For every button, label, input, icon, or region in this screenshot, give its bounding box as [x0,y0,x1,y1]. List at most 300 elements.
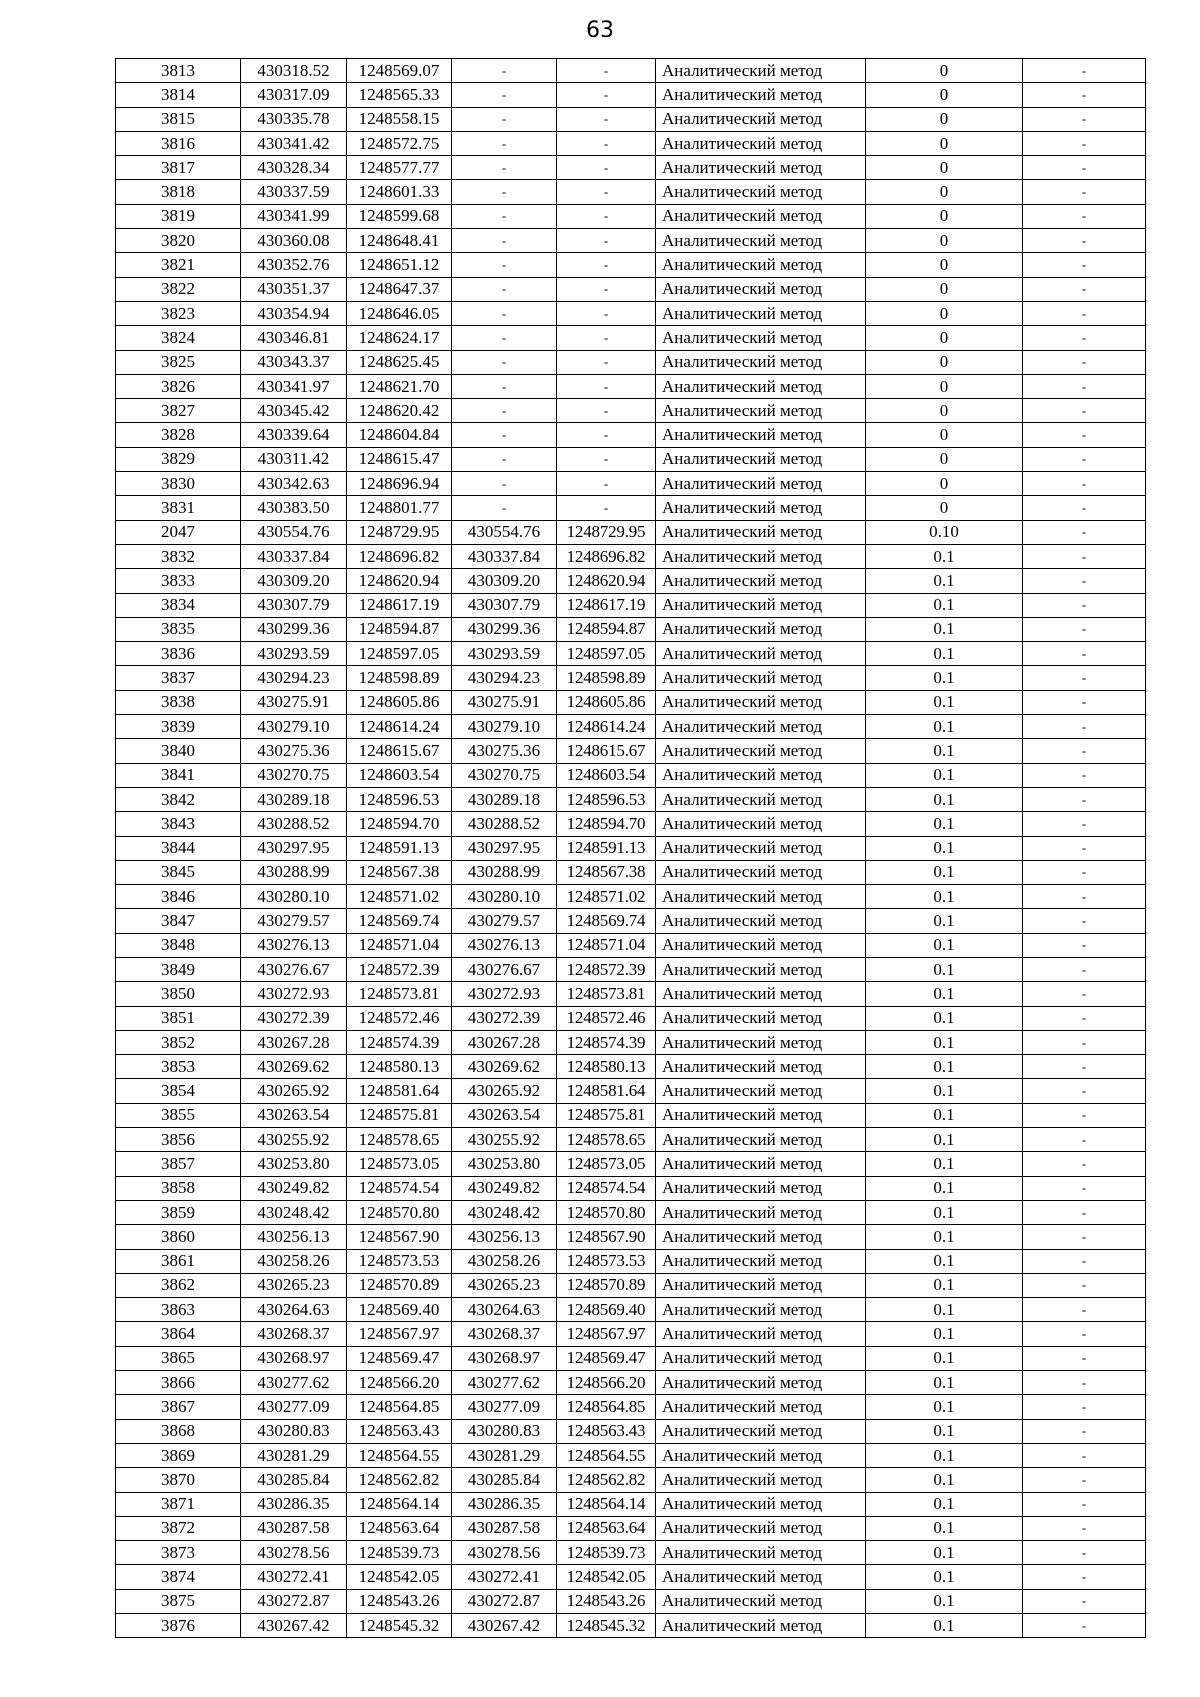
x-coordinate-cell: 430341.99 [241,204,347,228]
x-coordinate-cell: 430272.39 [241,1006,347,1030]
x-coordinate-2-cell: 430288.52 [452,812,557,836]
note-cell: - [1023,1346,1146,1370]
point-number-cell: 3833 [116,569,241,593]
table-row [116,1030,1146,1054]
accuracy-cell: 0.1 [866,1346,1023,1370]
x-coordinate-2-cell: 430287.58 [452,1516,557,1540]
y-coordinate-cell: 1248571.02 [347,885,452,909]
method-cell: Аналитический метод [656,107,866,131]
method-cell: Аналитический метод [656,156,866,180]
x-coordinate-cell: 430297.95 [241,836,347,860]
y-coordinate-2-cell: - [557,131,656,155]
accuracy-cell: 0 [866,350,1023,374]
y-coordinate-2-cell: - [557,204,656,228]
x-coordinate-2-cell: - [452,107,557,131]
table-row [116,763,1146,787]
accuracy-cell: 0.1 [866,1468,1023,1492]
method-cell: Аналитический метод [656,1565,866,1589]
y-coordinate-2-cell: 1248571.04 [557,933,656,957]
y-coordinate-cell: 1248572.39 [347,957,452,981]
point-number-cell: 3824 [116,326,241,350]
y-coordinate-cell: 1248572.46 [347,1006,452,1030]
accuracy-cell: 0.1 [866,690,1023,714]
x-coordinate-2-cell: 430285.84 [452,1468,557,1492]
x-coordinate-cell: 430288.99 [241,860,347,884]
note-cell: - [1023,957,1146,981]
x-coordinate-cell: 430383.50 [241,496,347,520]
table-row [116,131,1146,155]
x-coordinate-cell: 430279.10 [241,715,347,739]
accuracy-cell: 0 [866,229,1023,253]
x-coordinate-cell: 430278.56 [241,1541,347,1565]
y-coordinate-cell: 1248542.05 [347,1565,452,1589]
y-coordinate-2-cell: - [557,472,656,496]
y-coordinate-cell: 1248543.26 [347,1589,452,1613]
y-coordinate-2-cell: - [557,301,656,325]
accuracy-cell: 0.1 [866,1322,1023,1346]
accuracy-cell: 0.1 [866,715,1023,739]
x-coordinate-cell: 430286.35 [241,1492,347,1516]
accuracy-cell: 0.1 [866,1273,1023,1297]
note-cell: - [1023,520,1146,544]
y-coordinate-cell: 1248562.82 [347,1468,452,1492]
y-coordinate-cell: 1248625.45 [347,350,452,374]
method-cell: Аналитический метод [656,1614,866,1638]
x-coordinate-cell: 430253.80 [241,1152,347,1176]
table-row [116,326,1146,350]
method-cell: Аналитический метод [656,447,866,471]
table-row [116,933,1146,957]
note-cell: - [1023,1419,1146,1443]
x-coordinate-2-cell: 430265.92 [452,1079,557,1103]
x-coordinate-2-cell: - [452,423,557,447]
x-coordinate-cell: 430268.37 [241,1322,347,1346]
method-cell: Аналитический метод [656,812,866,836]
note-cell: - [1023,1395,1146,1419]
method-cell: Аналитический метод [656,1200,866,1224]
point-number-cell: 2047 [116,520,241,544]
note-cell: - [1023,253,1146,277]
x-coordinate-2-cell: 430249.82 [452,1176,557,1200]
table-row [116,1006,1146,1030]
y-coordinate-cell: 1248570.80 [347,1200,452,1224]
accuracy-cell: 0.1 [866,1249,1023,1273]
y-coordinate-2-cell: - [557,350,656,374]
y-coordinate-cell: 1248569.74 [347,909,452,933]
point-number-cell: 3832 [116,544,241,568]
point-number-cell: 3821 [116,253,241,277]
y-coordinate-cell: 1248564.55 [347,1443,452,1467]
note-cell: - [1023,1322,1146,1346]
y-coordinate-2-cell: 1248570.80 [557,1200,656,1224]
y-coordinate-cell: 1248624.17 [347,326,452,350]
accuracy-cell: 0 [866,253,1023,277]
y-coordinate-2-cell: 1248566.20 [557,1371,656,1395]
point-number-cell: 3847 [116,909,241,933]
table-row [116,447,1146,471]
note-cell: - [1023,933,1146,957]
point-number-cell: 3870 [116,1468,241,1492]
x-coordinate-cell: 430256.13 [241,1225,347,1249]
x-coordinate-2-cell: - [452,277,557,301]
x-coordinate-2-cell: 430280.83 [452,1419,557,1443]
note-cell: - [1023,1468,1146,1492]
y-coordinate-cell: 1248696.94 [347,472,452,496]
note-cell: - [1023,1030,1146,1054]
accuracy-cell: 0.1 [866,1516,1023,1540]
accuracy-cell: 0.1 [866,1176,1023,1200]
x-coordinate-2-cell: - [452,301,557,325]
y-coordinate-cell: 1248617.19 [347,593,452,617]
y-coordinate-2-cell: 1248572.39 [557,957,656,981]
x-coordinate-cell: 430289.18 [241,787,347,811]
x-coordinate-cell: 430360.08 [241,229,347,253]
y-coordinate-2-cell: - [557,423,656,447]
method-cell: Аналитический метод [656,715,866,739]
method-cell: Аналитический метод [656,1225,866,1249]
y-coordinate-cell: 1248591.13 [347,836,452,860]
method-cell: Аналитический метод [656,1419,866,1443]
point-number-cell: 3854 [116,1079,241,1103]
accuracy-cell: 0.1 [866,1371,1023,1395]
x-coordinate-cell: 430268.97 [241,1346,347,1370]
table-row [116,1541,1146,1565]
note-cell: - [1023,690,1146,714]
y-coordinate-2-cell: 1248564.85 [557,1395,656,1419]
table-row [116,1371,1146,1395]
table-row [116,350,1146,374]
method-cell: Аналитический метод [656,666,866,690]
note-cell: - [1023,1371,1146,1395]
note-cell: - [1023,787,1146,811]
x-coordinate-2-cell: 430255.92 [452,1128,557,1152]
x-coordinate-cell: 430354.94 [241,301,347,325]
y-coordinate-cell: 1248605.86 [347,690,452,714]
table-row [116,1614,1146,1638]
x-coordinate-2-cell: 430337.84 [452,544,557,568]
table-row [116,1492,1146,1516]
x-coordinate-2-cell: 430264.63 [452,1298,557,1322]
x-coordinate-cell: 430272.41 [241,1565,347,1589]
x-coordinate-2-cell: 430286.35 [452,1492,557,1516]
y-coordinate-2-cell: 1248569.74 [557,909,656,933]
table-row [116,787,1146,811]
method-cell: Аналитический метод [656,569,866,593]
x-coordinate-cell: 430248.42 [241,1200,347,1224]
point-number-cell: 3843 [116,812,241,836]
method-cell: Аналитический метод [656,1128,866,1152]
method-cell: Аналитический метод [656,1006,866,1030]
point-number-cell: 3840 [116,739,241,763]
x-coordinate-cell: 430277.09 [241,1395,347,1419]
point-number-cell: 3861 [116,1249,241,1273]
point-number-cell: 3862 [116,1273,241,1297]
page-number: 63 [586,18,614,43]
method-cell: Аналитический метод [656,59,866,83]
x-coordinate-cell: 430272.87 [241,1589,347,1613]
note-cell: - [1023,909,1146,933]
x-coordinate-cell: 430272.93 [241,982,347,1006]
x-coordinate-2-cell: - [452,253,557,277]
x-coordinate-cell: 430276.13 [241,933,347,957]
x-coordinate-cell: 430346.81 [241,326,347,350]
y-coordinate-2-cell: 1248569.40 [557,1298,656,1322]
table-row [116,472,1146,496]
point-number-cell: 3856 [116,1128,241,1152]
table-row [116,1395,1146,1419]
y-coordinate-cell: 1248615.67 [347,739,452,763]
accuracy-cell: 0.1 [866,1541,1023,1565]
method-cell: Аналитический метод [656,1492,866,1516]
x-coordinate-2-cell: - [452,131,557,155]
y-coordinate-2-cell: 1248567.90 [557,1225,656,1249]
x-coordinate-2-cell: 430279.57 [452,909,557,933]
point-number-cell: 3849 [116,957,241,981]
note-cell: - [1023,374,1146,398]
accuracy-cell: 0 [866,326,1023,350]
note-cell: - [1023,544,1146,568]
method-cell: Аналитический метод [656,1103,866,1127]
point-number-cell: 3836 [116,642,241,666]
note-cell: - [1023,642,1146,666]
y-coordinate-2-cell: 1248571.02 [557,885,656,909]
note-cell: - [1023,156,1146,180]
x-coordinate-2-cell: - [452,350,557,374]
method-cell: Аналитический метод [656,1395,866,1419]
y-coordinate-2-cell: 1248563.43 [557,1419,656,1443]
note-cell: - [1023,350,1146,374]
x-coordinate-2-cell: 430277.62 [452,1371,557,1395]
accuracy-cell: 0 [866,277,1023,301]
note-cell: - [1023,569,1146,593]
y-coordinate-2-cell: - [557,107,656,131]
x-coordinate-2-cell: 430276.13 [452,933,557,957]
accuracy-cell: 0.1 [866,1614,1023,1638]
method-cell: Аналитический метод [656,1541,866,1565]
x-coordinate-2-cell: 430275.91 [452,690,557,714]
y-coordinate-cell: 1248597.05 [347,642,452,666]
point-number-cell: 3865 [116,1346,241,1370]
y-coordinate-cell: 1248572.75 [347,131,452,155]
method-cell: Аналитический метод [656,544,866,568]
y-coordinate-cell: 1248564.14 [347,1492,452,1516]
y-coordinate-2-cell: 1248539.73 [557,1541,656,1565]
method-cell: Аналитический метод [656,593,866,617]
x-coordinate-2-cell: 430267.28 [452,1030,557,1054]
note-cell: - [1023,1128,1146,1152]
y-coordinate-cell: 1248729.95 [347,520,452,544]
method-cell: Аналитический метод [656,933,866,957]
x-coordinate-2-cell: 430288.99 [452,860,557,884]
x-coordinate-2-cell: 430307.79 [452,593,557,617]
note-cell: - [1023,1614,1146,1638]
y-coordinate-2-cell: 1248573.05 [557,1152,656,1176]
note-cell: - [1023,812,1146,836]
method-cell: Аналитический метод [656,180,866,204]
coordinates-table [115,58,1146,1638]
note-cell: - [1023,326,1146,350]
point-number-cell: 3850 [116,982,241,1006]
accuracy-cell: 0.1 [866,860,1023,884]
table-row [116,107,1146,131]
point-number-cell: 3857 [116,1152,241,1176]
note-cell: - [1023,1298,1146,1322]
accuracy-cell: 0 [866,204,1023,228]
note-cell: - [1023,472,1146,496]
note-cell: - [1023,423,1146,447]
x-coordinate-2-cell: - [452,472,557,496]
note-cell: - [1023,107,1146,131]
table-row [116,617,1146,641]
table-row [116,1249,1146,1273]
y-coordinate-2-cell: 1248570.89 [557,1273,656,1297]
y-coordinate-cell: 1248566.20 [347,1371,452,1395]
note-cell: - [1023,1103,1146,1127]
x-coordinate-cell: 430337.59 [241,180,347,204]
accuracy-cell: 0.1 [866,642,1023,666]
x-coordinate-2-cell: 430263.54 [452,1103,557,1127]
x-coordinate-cell: 430341.42 [241,131,347,155]
y-coordinate-2-cell: 1248564.14 [557,1492,656,1516]
point-number-cell: 3874 [116,1565,241,1589]
table-row [116,156,1146,180]
point-number-cell: 3876 [116,1614,241,1638]
accuracy-cell: 0 [866,107,1023,131]
x-coordinate-2-cell: 430272.93 [452,982,557,1006]
accuracy-cell: 0.1 [866,1565,1023,1589]
table-row [116,1055,1146,1079]
method-cell: Аналитический метод [656,836,866,860]
point-number-cell: 3868 [116,1419,241,1443]
y-coordinate-2-cell: 1248572.46 [557,1006,656,1030]
method-cell: Аналитический метод [656,1273,866,1297]
point-number-cell: 3818 [116,180,241,204]
accuracy-cell: 0.1 [866,1395,1023,1419]
x-coordinate-2-cell: 430276.67 [452,957,557,981]
y-coordinate-2-cell: 1248564.55 [557,1443,656,1467]
table-row [116,1200,1146,1224]
x-coordinate-2-cell: 430272.39 [452,1006,557,1030]
note-cell: - [1023,496,1146,520]
x-coordinate-cell: 430317.09 [241,83,347,107]
point-number-cell: 3837 [116,666,241,690]
table-row [116,374,1146,398]
y-coordinate-cell: 1248603.54 [347,763,452,787]
x-coordinate-2-cell: - [452,180,557,204]
y-coordinate-cell: 1248545.32 [347,1614,452,1638]
x-coordinate-cell: 430265.92 [241,1079,347,1103]
x-coordinate-cell: 430270.75 [241,763,347,787]
method-cell: Аналитический метод [656,1055,866,1079]
x-coordinate-cell: 430288.52 [241,812,347,836]
point-number-cell: 3848 [116,933,241,957]
y-coordinate-cell: 1248574.54 [347,1176,452,1200]
table-row [116,860,1146,884]
y-coordinate-2-cell: 1248567.97 [557,1322,656,1346]
accuracy-cell: 0 [866,131,1023,155]
table-row [116,253,1146,277]
point-number-cell: 3828 [116,423,241,447]
x-coordinate-2-cell: 430272.41 [452,1565,557,1589]
accuracy-cell: 0 [866,180,1023,204]
point-number-cell: 3813 [116,59,241,83]
x-coordinate-2-cell: - [452,229,557,253]
y-coordinate-2-cell: 1248594.70 [557,812,656,836]
accuracy-cell: 0.1 [866,1225,1023,1249]
y-coordinate-cell: 1248569.07 [347,59,452,83]
y-coordinate-cell: 1248573.05 [347,1152,452,1176]
x-coordinate-2-cell: 430268.97 [452,1346,557,1370]
note-cell: - [1023,1492,1146,1516]
x-coordinate-cell: 430275.91 [241,690,347,714]
table-row [116,1128,1146,1152]
point-number-cell: 3867 [116,1395,241,1419]
note-cell: - [1023,277,1146,301]
table-row [116,1589,1146,1613]
point-number-cell: 3855 [116,1103,241,1127]
note-cell: - [1023,1443,1146,1467]
accuracy-cell: 0.1 [866,1298,1023,1322]
x-coordinate-2-cell: 430267.42 [452,1614,557,1638]
note-cell: - [1023,885,1146,909]
note-cell: - [1023,1541,1146,1565]
y-coordinate-cell: 1248565.33 [347,83,452,107]
method-cell: Аналитический метод [656,690,866,714]
point-number-cell: 3845 [116,860,241,884]
note-cell: - [1023,399,1146,423]
y-coordinate-2-cell: 1248567.38 [557,860,656,884]
note-cell: - [1023,301,1146,325]
x-coordinate-2-cell: 430265.23 [452,1273,557,1297]
x-coordinate-cell: 430554.76 [241,520,347,544]
point-number-cell: 3839 [116,715,241,739]
point-number-cell: 3872 [116,1516,241,1540]
note-cell: - [1023,1200,1146,1224]
x-coordinate-2-cell: - [452,374,557,398]
y-coordinate-2-cell: - [557,59,656,83]
note-cell: - [1023,1055,1146,1079]
x-coordinate-2-cell: 430294.23 [452,666,557,690]
table-row [116,1346,1146,1370]
note-cell: - [1023,1006,1146,1030]
y-coordinate-2-cell: - [557,253,656,277]
y-coordinate-2-cell: 1248578.65 [557,1128,656,1152]
point-number-cell: 3866 [116,1371,241,1395]
y-coordinate-cell: 1248570.89 [347,1273,452,1297]
y-coordinate-2-cell: 1248729.95 [557,520,656,544]
y-coordinate-cell: 1248615.47 [347,447,452,471]
y-coordinate-2-cell: 1248597.05 [557,642,656,666]
x-coordinate-2-cell: - [452,59,557,83]
method-cell: Аналитический метод [656,763,866,787]
note-cell: - [1023,204,1146,228]
point-number-cell: 3817 [116,156,241,180]
accuracy-cell: 0 [866,423,1023,447]
y-coordinate-cell: 1248604.84 [347,423,452,447]
y-coordinate-cell: 1248596.53 [347,787,452,811]
x-coordinate-cell: 430265.23 [241,1273,347,1297]
accuracy-cell: 0 [866,156,1023,180]
y-coordinate-2-cell: - [557,326,656,350]
accuracy-cell: 0.1 [866,982,1023,1006]
table-row [116,593,1146,617]
y-coordinate-cell: 1248601.33 [347,180,452,204]
table-row [116,1079,1146,1103]
table-row [116,520,1146,544]
x-coordinate-2-cell: - [452,447,557,471]
point-number-cell: 3831 [116,496,241,520]
y-coordinate-2-cell: 1248574.54 [557,1176,656,1200]
